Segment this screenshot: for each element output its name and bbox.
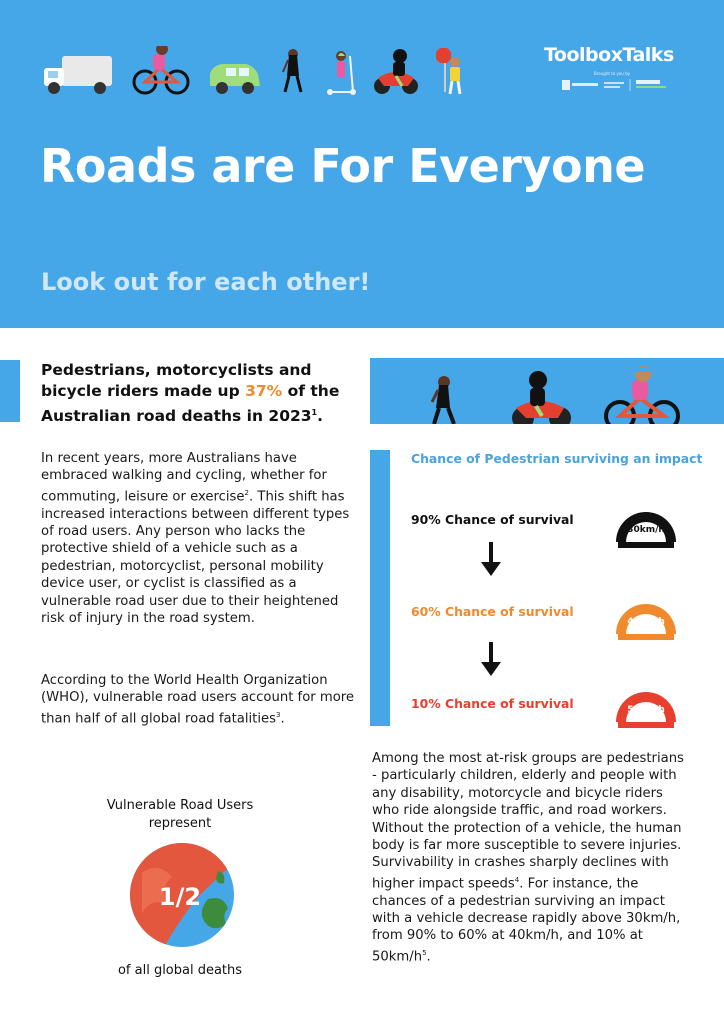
scooter-rider-icon [327,51,356,95]
who-text-b: . [280,711,285,727]
gauge-base [618,722,674,728]
gauge-speed-label: 40km/h [627,617,665,627]
bicycle-rider-icon [606,366,678,424]
banner-icons [370,358,724,424]
gauge-base [618,634,674,640]
motorcyclist-icon [374,49,418,94]
footnote-ref: 3 [275,710,281,719]
lead-period: . [317,407,324,426]
road-users-banner [370,358,724,424]
half-globe-icon [130,843,234,947]
survival-accent-bar [370,450,390,726]
footnote-ref: 1 [311,408,318,417]
brand-name: ToolboxTalks [544,44,674,66]
car-icon [210,64,260,94]
lead-text-end: of the Australian road deaths in 2023 [41,382,340,426]
page-subtitle: Look out for each other! [41,268,371,296]
road-users-icon-row [0,0,480,110]
vru-title-line1: Vulnerable Road Users [106,798,254,813]
lead-statement [41,360,359,427]
who-paragraph [41,672,359,728]
survival-row-50: 10% Chance of survival [411,696,574,711]
survival-panel [370,450,724,726]
at-risk-text-b: . For instance, the chances of a pedestrian surviving an impact with a vehicle decrease rapidly above 30km/h, from 90% to 60% at 40km/h, and 10% at 50km/h [372,876,681,965]
speedometer-30-icon [610,492,682,556]
pedestrian-icon [283,49,301,92]
vru-footer: of all global deaths [117,963,243,978]
who-text-a: According to the World Health Organization (WHO), vulnerable road users account for more than half of all global road fatalities [41,673,355,727]
pedestrian-icon [432,376,454,424]
road-worker-stop-sign-icon [436,48,460,94]
at-risk-paragraph [372,750,690,966]
survival-title: Chance of Pedestrian surviving an impact [411,451,703,466]
intro-text-a: In recent years, more Australians have embraced walking and cycling, whether for commuting, leisure or exercise [41,451,327,505]
survival-row-30: 90% Chance of survival [411,512,574,527]
vru-title-line2: represent [148,816,212,831]
footnote-ref: 4 [514,875,520,884]
footnote-ref: 5 [422,948,427,957]
gauge-speed-label: 30km/h [627,525,665,535]
intro-paragraph [41,450,359,627]
brand-logo-block [544,44,694,104]
gauge-speed-label: 50km/h [627,705,665,715]
page-title: Roads are For Everyone [40,139,646,193]
lead-accent-bar [0,360,20,422]
speedometer-40-icon [610,584,682,648]
vru-title [80,797,280,833]
lead-text-start: Pedestrians, motorcyclists and bicycle riders made up [41,361,312,400]
down-arrow-icon [480,542,502,578]
speedometer-50-icon [610,672,682,736]
motorcyclist-icon [512,371,571,424]
gauge-base [618,542,674,548]
brand-tagline: Brought to you by [594,71,631,76]
survival-row-40: 60% Chance of survival [411,604,574,619]
section-divider [0,328,724,358]
truck-icon [44,56,112,94]
lead-highlight-percent: 37% [245,382,283,400]
at-risk-text-a: Among the most at-risk groups are pedestrians - particularly children, elderly and people with any disability, motorcycle and bicycle riders who ride alongside traffic, and road workers. Without the protection of a vehicle, the human body is far more susceptible to severe injuries. Survivability in crashes sharply declines with higher impact speeds [372,751,684,892]
intro-text-b: . This shift has increased interactions between different types of road users. Any person who lacks the protective shield of a vehicle such as a pedestrian, motorcyclist, personal mobility device user, or cyclist is classified as a vulnerable road user due to their heightened risk of injury in the road system. [41,489,350,627]
vru-fraction: 1/2 [158,883,202,911]
hero-banner [0,0,724,328]
partner-logos [562,78,682,92]
at-risk-text-c: . [426,949,431,965]
footnote-ref: 2 [244,488,249,497]
down-arrow-icon [480,642,502,678]
bicycle-rider-icon [134,42,188,93]
